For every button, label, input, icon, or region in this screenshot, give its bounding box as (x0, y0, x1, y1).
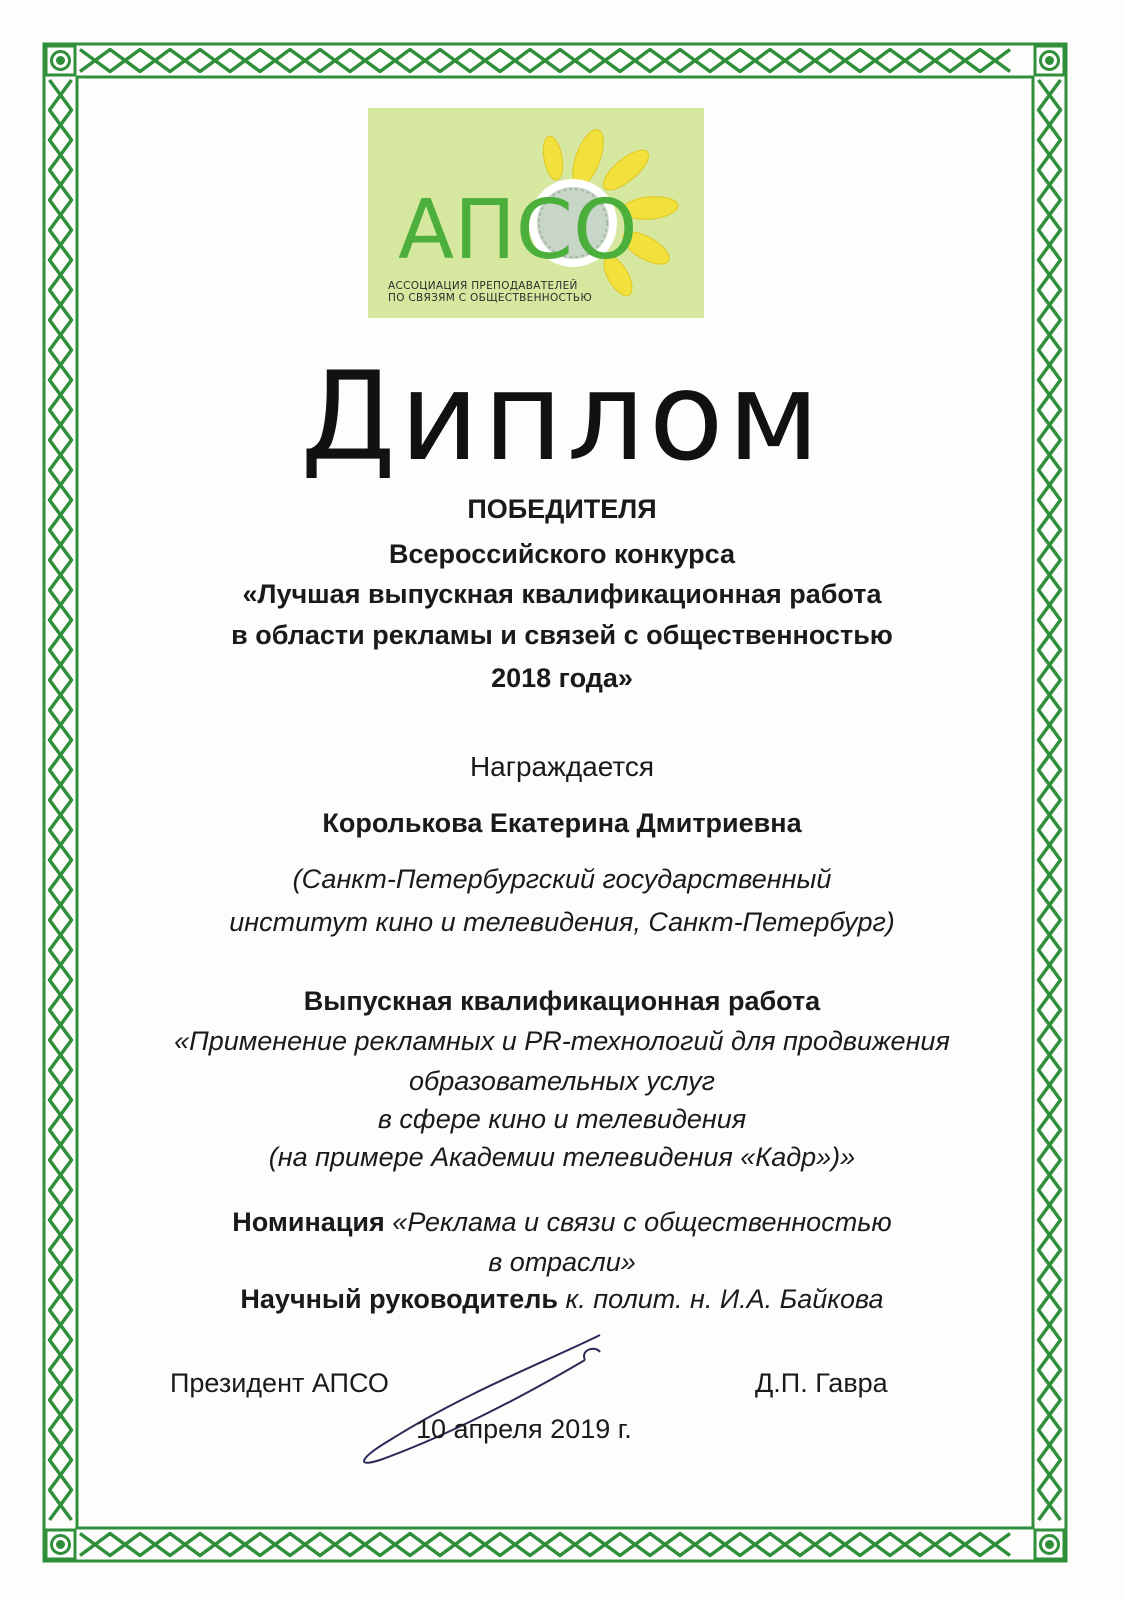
apso-logo (368, 108, 704, 318)
supervisor-value: к. полит. н. И.А. Байкова (565, 1284, 884, 1314)
recipient-name: Королькова Екатерина Дмитриевна (322, 808, 802, 838)
logo-line-1: АССОЦИАЦИЯ ПРЕПОДАВАТЕЛЕЙ (388, 280, 578, 292)
work-title-line-1: «Применение рекламных и PR-технологий для продвижения (174, 1026, 950, 1056)
president-label: Президент АПСО (170, 1368, 389, 1398)
logo-mark: АПСО (398, 183, 638, 278)
contest-heading: Всероссийского конкурса (389, 539, 735, 569)
institution-line-2: институт кино и телевидения, Санкт-Петербург) (229, 907, 895, 937)
contest-title-line-2: в области рекламы и связей с общественностью (231, 620, 893, 650)
awarded-label: Награждается (469, 751, 655, 782)
work-title-line-4: (на примере Академии телевидения «Кадр»)» (268, 1142, 856, 1172)
logo-line-2: ПО СВЯЗЯМ С ОБЩЕСТВЕННОСТЬЮ (388, 292, 593, 304)
president-name: Д.П. Гавра (755, 1368, 888, 1398)
contest-title-line-1: «Лучшая выпускная квалификационная работа (242, 579, 882, 609)
nomination-value-1: «Реклама и связи с общественностью (392, 1207, 892, 1237)
date: 10 апреля 2019 г. (416, 1414, 632, 1444)
work-title-line-3: в сфере кино и телевидения (377, 1104, 747, 1134)
nomination-label: Номинация (232, 1207, 385, 1237)
braid-bottom (80, 1534, 1010, 1556)
braid-top (80, 50, 1010, 72)
nomination-value-2: в отрасли» (488, 1247, 636, 1277)
nomination-line-1 (0, 1206, 1124, 1239)
supervisor-line (0, 1283, 1124, 1316)
diploma-title: Диплом (300, 346, 824, 488)
work-title-line-2: образовательных услуг (409, 1066, 715, 1096)
contest-title-line-3: 2018 года» (491, 663, 633, 693)
supervisor-label: Научный руководитель (240, 1284, 559, 1314)
signature-icon (350, 1330, 610, 1470)
braid-strand (80, 1534, 1010, 1556)
braid-strand (80, 50, 1010, 72)
institution-line-1: (Санкт-Петербургский государственный (292, 864, 832, 894)
work-label: Выпускная квалификационная работа (303, 986, 821, 1016)
winner-heading: ПОБЕДИТЕЛЯ (467, 494, 657, 524)
